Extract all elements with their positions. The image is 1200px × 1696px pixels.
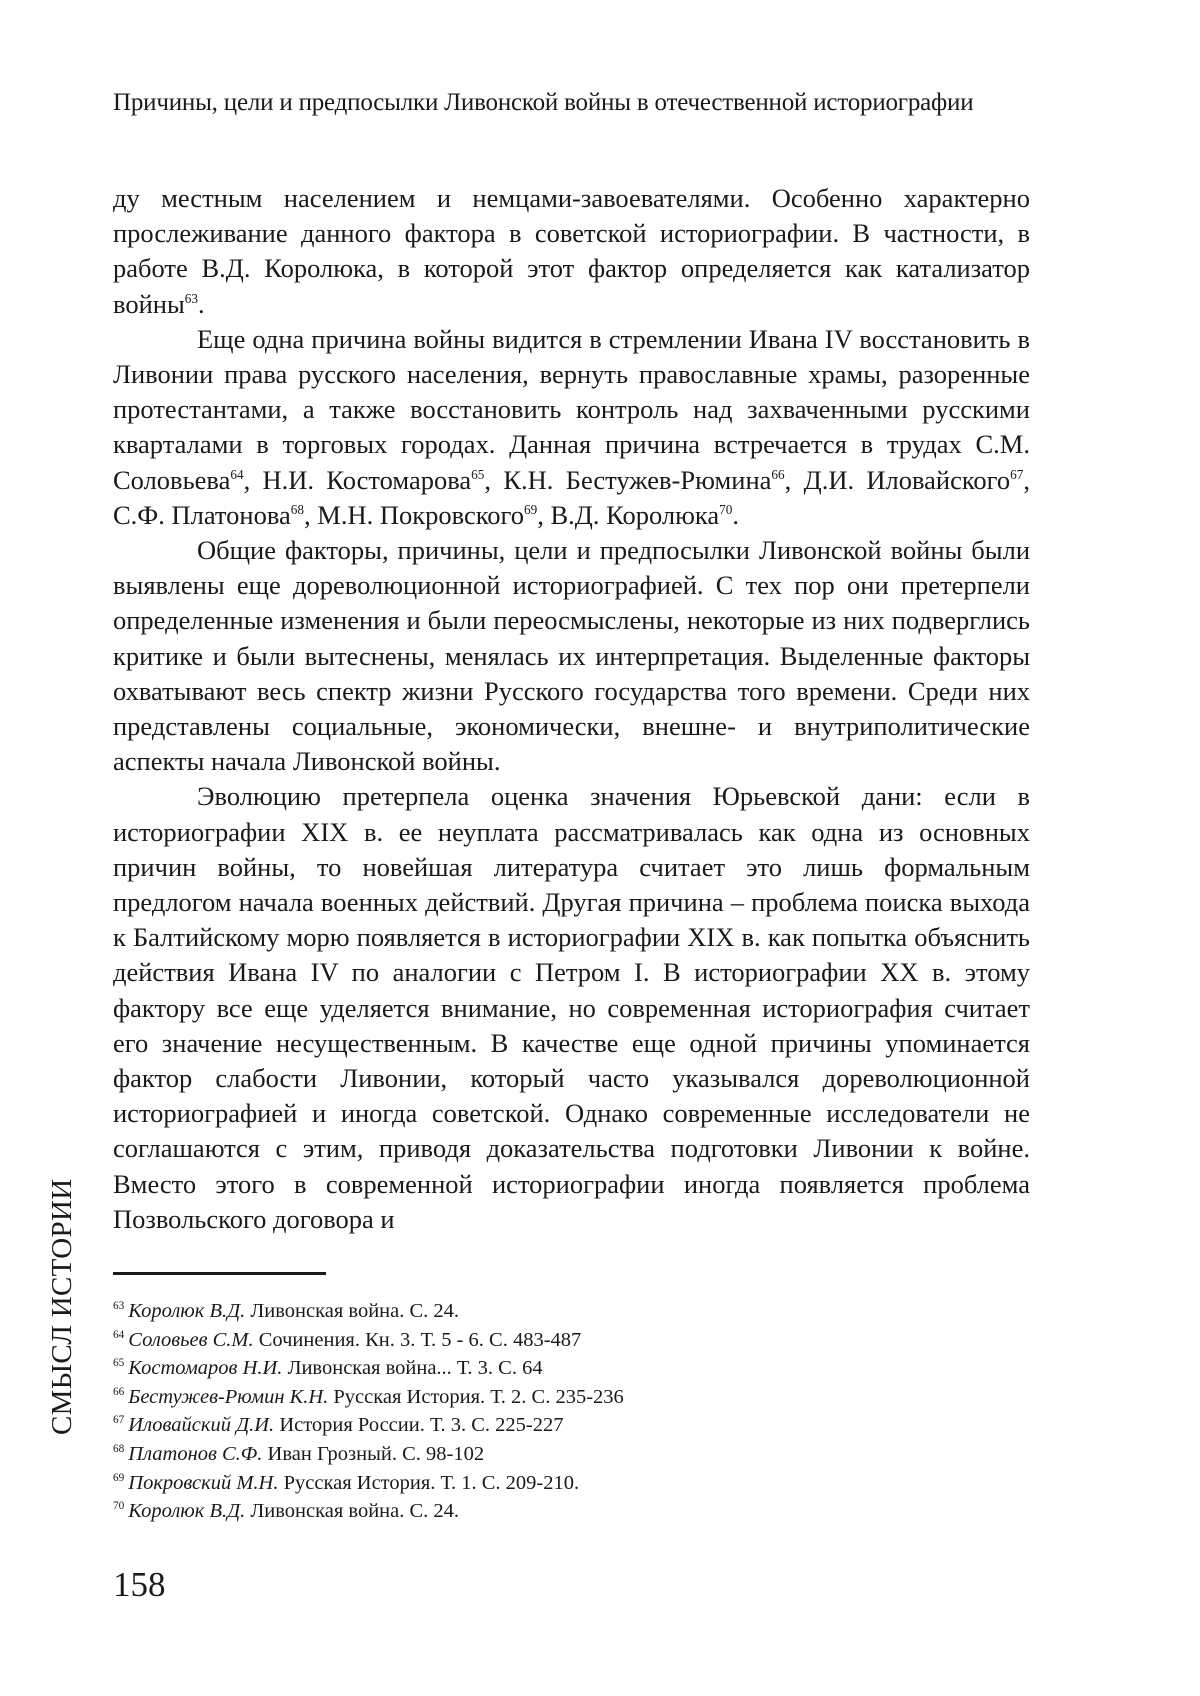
footnote-text: Ливонская война. С. 24. <box>245 1500 460 1523</box>
footnote-ref-66: 66 <box>771 466 785 482</box>
paragraph-text: , К.Н. Бестужев-Рюмина <box>484 464 772 495</box>
footnote-ref-67: 67 <box>1010 466 1024 482</box>
footnote-ref-68: 68 <box>290 501 305 517</box>
page-number: 158 <box>113 1565 166 1604</box>
footnote-ref-64: 64 <box>230 466 244 482</box>
paragraph-text: , С.Ф. Платонова <box>113 464 1030 530</box>
footnote <box>113 1469 1013 1498</box>
footnote-text: Сочинения. Кн. 3. Т. 5 - 6. С. 483-487 <box>253 1328 582 1351</box>
footnote-number: 63 <box>113 1300 125 1313</box>
footnote-number: 67 <box>113 1414 125 1427</box>
footnote <box>113 1297 1013 1326</box>
footnote <box>113 1440 1013 1469</box>
footnote-author: Покровский М.Н. <box>128 1471 279 1494</box>
footnote-text: Русская История. Т. 2. С. 235-236 <box>328 1385 624 1408</box>
footnote-author: Соловьев С.М. <box>128 1328 254 1351</box>
paragraph-text: , М.Н. Покровского <box>304 499 524 530</box>
footnote-author: Иловайский Д.И. <box>128 1414 275 1437</box>
footnote-separator <box>113 1272 326 1275</box>
footnote-text: Ливонская война... Т. 3. С. 64 <box>282 1357 543 1380</box>
footnote-author: Королюк В.Д. <box>128 1300 246 1322</box>
footnotes <box>113 1297 1013 1526</box>
footnote-author: Королюк В.Д. <box>128 1500 246 1523</box>
footnote-number: 69 <box>113 1471 125 1484</box>
paragraph-text: , Н.И. Костомарова <box>243 464 472 495</box>
footnote <box>113 1383 1013 1412</box>
footnote-number: 68 <box>113 1443 125 1456</box>
body-text <box>113 181 1030 1237</box>
paragraph-text: , В.Д. Королюка <box>537 499 720 530</box>
paragraph-text: Еще одна причина войны видится в стремлении Ивана IV восстановить в Ливонии права русского населения, вернуть православные храмы, разоренные протестантами, а также восстановить контроль над захваченными русскими кварталами в торговых городах. Данная причина встречается в трудах С.М. Соловьева <box>113 323 1030 495</box>
paragraph-1 <box>113 181 1030 322</box>
footnote-text: Русская История. Т. 1. С. 209-210. <box>278 1471 580 1494</box>
footnote <box>113 1497 1013 1526</box>
footnote-number: 70 <box>113 1500 125 1513</box>
footnote-ref-65: 65 <box>471 466 485 482</box>
footnote-number: 66 <box>113 1385 125 1398</box>
footnote-text: Ливонская война. С. 24. <box>245 1300 460 1322</box>
footnote-number: 64 <box>113 1328 125 1341</box>
spine-title: СМЫСЛ ИСТОРИИ <box>46 1178 78 1435</box>
footnote-number: 65 <box>113 1357 125 1370</box>
footnote <box>113 1326 1013 1355</box>
paragraph-3: Общие факторы, причины, цели и предпосылки Ливонской войны были выявлены еще дореволюционной историографией. С тех пор они претерпели определенные изменения и были переосмыслены, некоторые из них подверглись критике и были вытеснены, менялась их интерпретация. Выделенные факторы охватывают весь спектр жизни Русского государства того времени. Среди них представлены социальные, экономически, внешне- и внутриполитические аспекты начала Ливонской войны. <box>113 535 1030 777</box>
paragraph-text: ду местным населением и немцами-завоевателями. Особенно характерно прослеживание данного фактора в советской историографии. В частности, в работе В.Д. Королюка, в которой этот фактор определяется как катализатор войны <box>113 183 1030 319</box>
paragraph-4: Эволюцию претерпела оценка значения Юрьевской дани: если в историографии XIX в. ее неуплата рассматривалась как одна из основных причин войны, то новейшая литература считает это лишь формальным предлогом начала военных действий. Другая причина – проблема поиска выхода к Балтийскому морю появляется в историографии XIX в. как попытка объяснить действия Ивана IV по аналогии с Петром I. В историографии XX в. этому фактору все еще уделяется внимание, но современная историография считает его значение несущественным. В качестве еще одной причины упоминается фактор слабости Ливонии, который часто указывался дореволюционной историографией и иногда советской. Однако современные исследователи не соглашаются с этим, приводя доказательства подготовки Ливонии к войне. Вместо этого в современной историографии иногда появляется проблема Позвольского договора и <box>113 781 1030 1234</box>
footnote-text: Иван Грозный. С. 98-102 <box>262 1442 485 1465</box>
footnote-ref-63: 63 <box>184 290 198 306</box>
footnote-author: Платонов С.Ф. <box>128 1442 263 1465</box>
footnote-ref-69: 69 <box>523 501 538 517</box>
paragraph-text: , Д.И. Иловайского <box>784 464 1011 495</box>
footnote-text: История России. Т. 3. С. 225-227 <box>274 1414 564 1437</box>
paragraph-text: . <box>198 288 205 319</box>
footnote <box>113 1411 1013 1440</box>
footnote <box>113 1354 1013 1383</box>
running-head: Причины, цели и предпосылки Ливонской войны в отечественной историографии <box>113 89 974 116</box>
footnote-ref-70: 70 <box>719 501 733 517</box>
paragraph-text: . <box>732 499 739 530</box>
footnote-author: Бестужев-Рюмин К.Н. <box>128 1385 329 1408</box>
footnote-author: Костомаров Н.И. <box>128 1357 283 1380</box>
paragraph-2 <box>113 322 1030 533</box>
